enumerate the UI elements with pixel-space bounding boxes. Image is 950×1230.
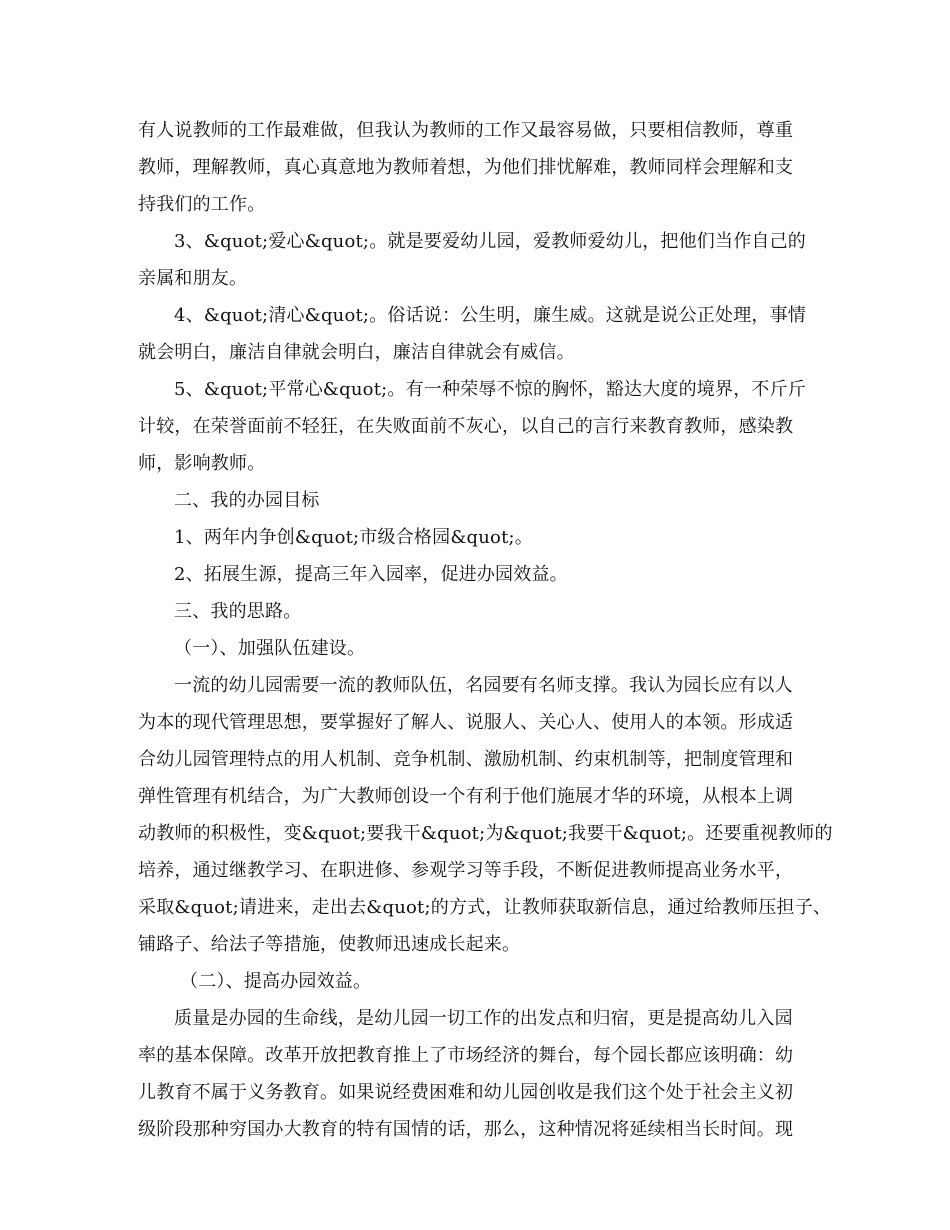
text-line: 率的基本保障。改革开放把教育推上了市场经济的舞台，每个园长都应该明确：幼 <box>138 1045 794 1066</box>
text-line: 培养，通过继教学习、在职进修、参观学习等手段，不断促进教师提高业务水平， <box>138 860 794 881</box>
paragraph-teacher-work <box>138 112 824 223</box>
section-heading-approach <box>138 593 824 630</box>
paragraph-team-building <box>138 667 833 963</box>
text-line: 就会明白，廉洁自律就会明白，廉洁自律就会有威信。 <box>138 342 575 363</box>
text-line: 师，影响教师。 <box>138 453 266 474</box>
text-line: 合幼儿园管理特点的用人机制、竞争机制、激励机制、约束机制等，把制度管理和 <box>138 749 794 770</box>
text-line: 2、拓展生源，提高三年入园率，促进办园效益。 <box>174 564 568 585</box>
paragraph-item-4 <box>138 297 824 371</box>
text-line: 动教师的积极性，变&quot;要我干&quot;为&quot;我要干&quot;。还要重视教师的 <box>138 823 833 844</box>
text-line: 弹性管理有机结合，为广大教师创设一个有利于他们施展才华的环境，从根本上调 <box>138 786 794 807</box>
text-line: 二、我的办园目标 <box>174 490 320 511</box>
text-line: 质量是办园的生命线，是幼儿园一切工作的出发点和归宿，更是提高幼儿入园 <box>174 1008 793 1029</box>
text-line: 级阶段那种穷国办大教育的特有国情的话，那么，这种情况将延续相当长时间。现 <box>138 1119 794 1140</box>
text-line: （二）、提高办园效益。 <box>180 971 372 992</box>
text-line: 采取&quot;请进来，走出去&quot;的方式，让教师获取新信息，通过给教师压担子、 <box>138 897 832 918</box>
text-line: 一流的幼儿园需要一流的教师队伍，名园要有名师支撑。我认为园长应有以人 <box>174 675 793 696</box>
text-line: 3、&quot;爱心&quot;。就是要爱幼儿园，爱教师爱幼儿，把他们当作自己的 <box>174 231 806 252</box>
text-line: 有人说教师的工作最难做，但我认为教师的工作又最容易做，只要相信教师，尊重 <box>138 120 794 141</box>
subheading-efficiency <box>138 963 824 1000</box>
text-line: 1、两年内争创&quot;市级合格园&quot;。 <box>174 527 533 548</box>
text-line: 亲属和朋友。 <box>138 268 248 289</box>
goal-item-1 <box>138 519 824 556</box>
text-line: 4、&quot;清心&quot;。俗话说：公生明，廉生威。这就是说公正处理，事情 <box>174 305 806 326</box>
text-line: （一）、加强队伍建设。 <box>174 638 366 659</box>
paragraph-item-5 <box>138 371 824 482</box>
goal-item-2 <box>138 556 824 593</box>
text-line: 为本的现代管理思想，要掌握好了解人、说服人、关心人、使用人的本领。形成适 <box>138 712 794 733</box>
section-heading-goals <box>138 482 824 519</box>
paragraph-efficiency <box>138 1000 824 1148</box>
subheading-team-building <box>138 630 824 667</box>
text-line: 铺路子、给法子等措施，使教师迅速成长起来。 <box>138 934 521 955</box>
text-line: 儿教育不属于义务教育。如果说经费困难和幼儿园创收是我们这个处于社会主义初 <box>138 1082 794 1103</box>
paragraph-item-3 <box>138 223 824 297</box>
document-body <box>138 112 833 1148</box>
text-line: 5、&quot;平常心&quot;。有一种荣辱不惊的胸怀，豁达大度的境界，不斤斤 <box>174 379 806 400</box>
text-line: 三、我的思路。 <box>174 601 302 622</box>
text-line: 持我们的工作。 <box>138 194 266 215</box>
text-line: 计较，在荣誉面前不轻狂，在失败面前不灰心，以自己的言行来教育教师，感染教 <box>138 416 794 437</box>
text-line: 教师，理解教师，真心真意地为教师着想，为他们排忧解难，教师同样会理解和支 <box>138 157 794 178</box>
